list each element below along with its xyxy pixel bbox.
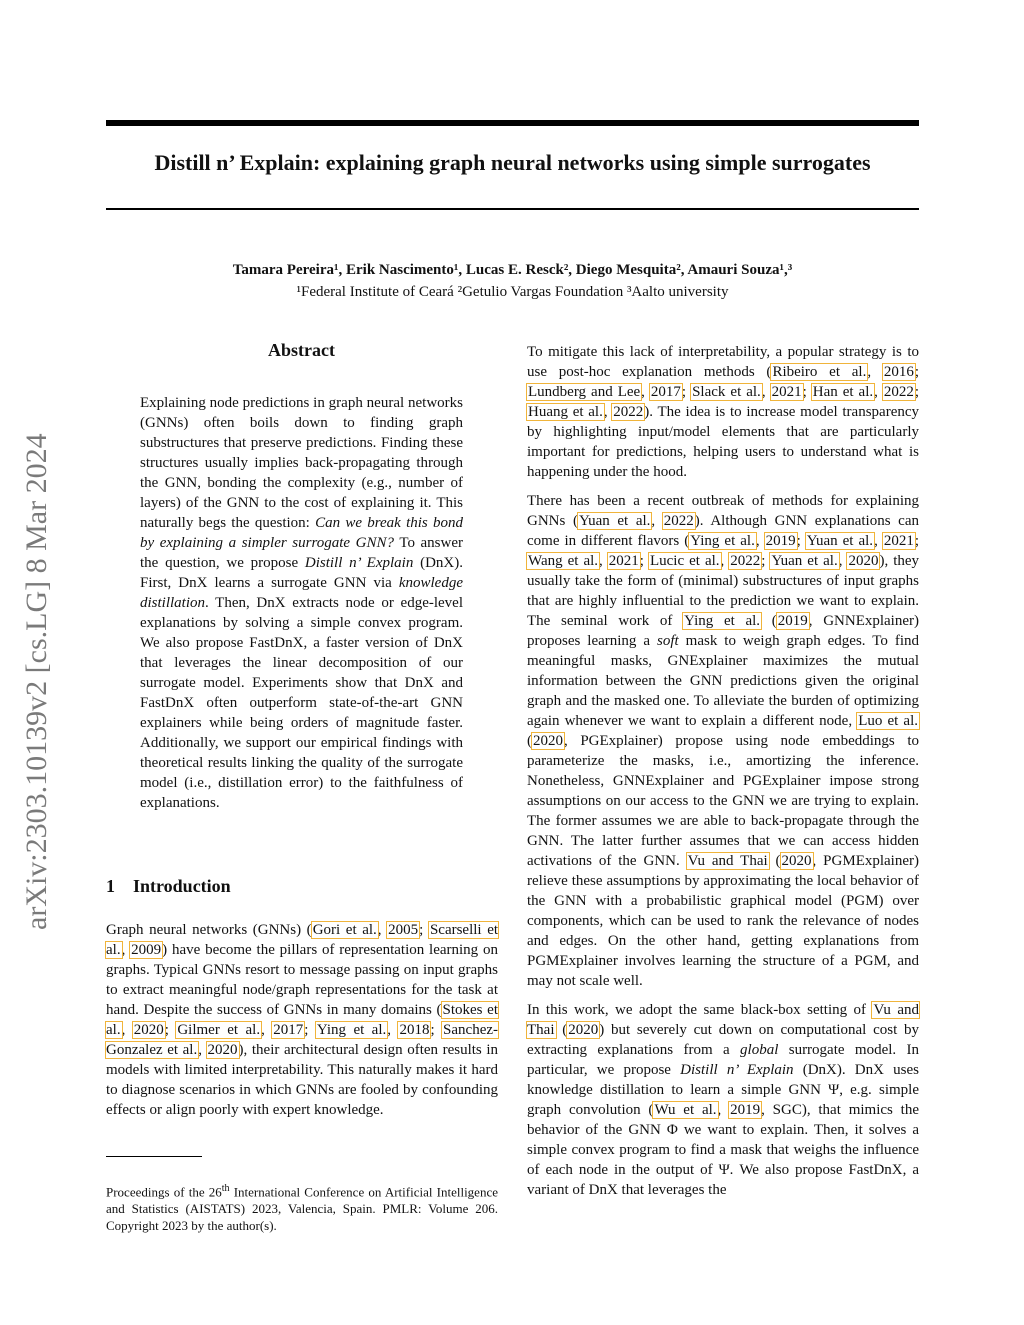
citation-link[interactable]: 2021 <box>771 384 802 400</box>
footnote-rule <box>106 1156 202 1157</box>
paragraph-post-hoc: To mitigate this lack of interpretability, a popular strategy is to use post-hoc explanation methods (Ribeiro et al., 2016; Lundberg and Lee, 2017; Slack et al., 2021; Han et al., 2022; Huang et al., 2022). The idea is to increase model transparency by highlighting input/model elements that are particularly important for predictions, helping users to understand what is happening under the hood. <box>527 344 920 480</box>
right-column <box>527 342 919 1209</box>
citation-link[interactable]: Ying et al. <box>316 1022 387 1038</box>
citation-link[interactable]: Yuan et al. <box>806 533 874 549</box>
citation-link[interactable]: 2019 <box>765 533 796 549</box>
citation-link[interactable]: 2022 <box>613 404 644 420</box>
citation-link[interactable]: Scarselli et al. <box>106 922 499 958</box>
paper-title: Distill n’ Explain: explaining graph neural networks using simple surrogates <box>154 150 871 175</box>
citation-link[interactable]: Slack et al. <box>692 384 761 400</box>
introduction-paragraph: Graph neural networks (GNNs) (Gori et al., 2005; Scarselli et al., 2009) have become the pillars of representation learning on graphs. Typical GNNs resort to message passing on input graphs to extract meaningful node/graph representations for the task at hand. Despite the success of GNNs in many domains (Stokes et al., 2020; Gilmer et al., 2017; Ying et al., 2018; Sanchez-Gonzalez et al., 2020), their architectural design often results in models with limited interpretability. This naturally makes it hard to diagnose scenarios in which GNNs are fooled by confounding effects or align poorly with expert knowledge. <box>106 922 499 1118</box>
citation-link[interactable]: 2009 <box>131 942 162 958</box>
title-top-rule <box>106 120 919 126</box>
citation-link[interactable]: 2022 <box>883 384 914 400</box>
citation-link[interactable]: 2020 <box>781 853 812 869</box>
citation-link[interactable]: 2017 <box>273 1022 304 1038</box>
citation-link[interactable]: Ying et al. <box>684 613 761 629</box>
abstract-heading: Abstract <box>268 340 335 360</box>
citation-link[interactable]: 2022 <box>730 553 761 569</box>
citation-link[interactable]: 2020 <box>207 1042 238 1058</box>
citation-link[interactable]: Gilmer et al. <box>177 1022 261 1038</box>
citation-link[interactable]: Stokes et al. <box>106 1002 498 1038</box>
citation-link[interactable]: 2019 <box>777 613 808 629</box>
citation-link[interactable]: Huang et al. <box>528 404 603 420</box>
citation-link[interactable]: 2020 <box>848 553 879 569</box>
citation-link[interactable]: Han et al. <box>812 384 874 400</box>
paragraph-related-work: There has been a recent outbreak of methods for explaining GNNs (Yuan et al., 2022). Although GNN explanations can come in different flavors (Ying et al., 2019; Yuan et al., 2021; Wang et al., 2021; Lucic et al., 2022; Yuan et al., 2020), they usually take the form of (minimal) substructures of input graphs that are highly influential to the prediction we want to explain. The seminal work of Ying et al. (2019, GNNExplainer) proposes learning a soft mask to weigh graph edges. To find meaningful masks, GNExplainer maximizes the mutual information between the GNN predictions given the original graph and the masked one. To alleviate the burden of optimizing again whenever we want to explain a different node, Luo et al. (2020, PGExplainer) propose using node embeddings to parameterize the masks, i.e., amortizing the inference. Nonetheless, GNNExplainer and PGExplainer impose strong assumptions on our access to the GNN we are trying to explain. The former assumes we are able to back-propagate through the GNN. The latter further assumes that we can access hidden activations of the GNN. Vu and Thai (2020, PGMExplainer) relieve these assumptions by approximating the local behavior of the GNN with a probabilistic graphical model (PGM) over components, which can be used to rank the relevance of nodes and edges. On the other hand, getting explanations from PGMExplainer involves learning the structure of a PGM, and may not scale well. <box>527 493 920 989</box>
citation-link[interactable]: Ribeiro et al. <box>772 364 867 380</box>
citation-link[interactable]: 2021 <box>883 533 914 549</box>
citation-link[interactable]: Vu and Thai <box>527 1002 919 1038</box>
citation-link[interactable]: 2020 <box>133 1022 164 1038</box>
arxiv-watermark: arXiv:2303.10139v2 [cs.LG] 8 Mar 2024 <box>20 433 53 930</box>
author-list: Tamara Pereira¹, Erik Nascimento¹, Lucas E. Resck², Diego Mesquita², Amauri Souza¹,³ <box>232 262 793 278</box>
citation-link[interactable]: 2005 <box>388 922 419 938</box>
affiliations: ¹Federal Institute of Ceará ²Getulio Vargas Foundation ³Aalto university <box>296 284 729 300</box>
citation-link[interactable]: Lundberg and Lee <box>528 384 641 400</box>
citation-link[interactable]: Yuan et al. <box>771 553 838 569</box>
citation-link[interactable]: 2016 <box>883 364 914 380</box>
citation-link[interactable]: 2020 <box>568 1022 599 1038</box>
citation-link[interactable]: Sanchez-Gonzalez et al. <box>106 1022 498 1058</box>
paragraph-this-work: In this work, we adopt the same black-box setting of Vu and Thai (2020) but severely cut down on computational cost by extracting explanations from a global surrogate model. In particular, we propose Distill n’ Explain (DnX). DnX uses knowledge distillation to learn a simple GNN Ψ, e.g. simple graph convolution (Wu et al., 2019, SGC), that mimics the behavior of the GNN Φ we want to explain. Then, it solves a simple convex program to find a mask that weighs the influence of each node in the output of Ψ. We also propose FastDnX, a variant of DnX that leverages the <box>527 1002 919 1198</box>
abstract-body: Explaining node predictions in graph neural networks (GNNs) often boils down to finding graph substructures that preserve predictions. Finding these structures usually implies back-propagating through the GNN, bonding the complexity (e.g., number of layers) of the GNN to the cost of explaining it. This naturally begs the question: Can we break this bond by explaining a simpler surrogate GNN? To answer the question, we propose Distill n’ Explain (DnX). First, DnX learns a surrogate GNN via knowledge distillation. Then, DnX extracts node or edge-level explanations by solving a simple convex program. We also propose FastDnX, a faster version of DnX that leverages the linear decomposition of our surrogate model. Experiments show that DnX and FastDnX often outperform state-of-the-art GNN explainers while being orders of magnitude faster. Additionally, we support our empirical findings with theoretical results linking the quality of the surrogate model (i.e., distillation error) to the faithfulness of explanations. <box>140 395 464 811</box>
citation-link[interactable]: 2019 <box>730 1102 761 1118</box>
title-bottom-rule <box>106 208 919 210</box>
citation-link[interactable]: Lucic et al. <box>649 553 720 569</box>
citation-link[interactable]: Vu and Thai <box>687 853 768 869</box>
citation-link[interactable]: Wang et al. <box>528 553 599 569</box>
citation-link[interactable]: Yuan et al. <box>578 513 651 529</box>
proceedings-footnote: Proceedings of the 26th International Conference on Artificial Intelligence and Statistics (AISTATS) 2023, Valencia, Spain. PMLR: Volume 206. Copyright 2023 by the author(s). <box>106 1183 498 1234</box>
citation-link[interactable]: 2022 <box>663 513 694 529</box>
citation-link[interactable]: 2021 <box>608 553 639 569</box>
citation-link[interactable]: 2018 <box>399 1022 430 1038</box>
citation-link[interactable]: Luo et al. <box>858 713 918 729</box>
citation-link[interactable]: 2020 <box>533 733 563 749</box>
citation-link[interactable]: Gori et al. <box>312 922 377 938</box>
section-heading-introduction: 1 Introduction <box>106 876 231 896</box>
citation-link[interactable]: Ying et al. <box>690 533 755 549</box>
citation-link[interactable]: Wu et al. <box>654 1102 717 1118</box>
citation-link[interactable]: 2017 <box>650 384 681 400</box>
